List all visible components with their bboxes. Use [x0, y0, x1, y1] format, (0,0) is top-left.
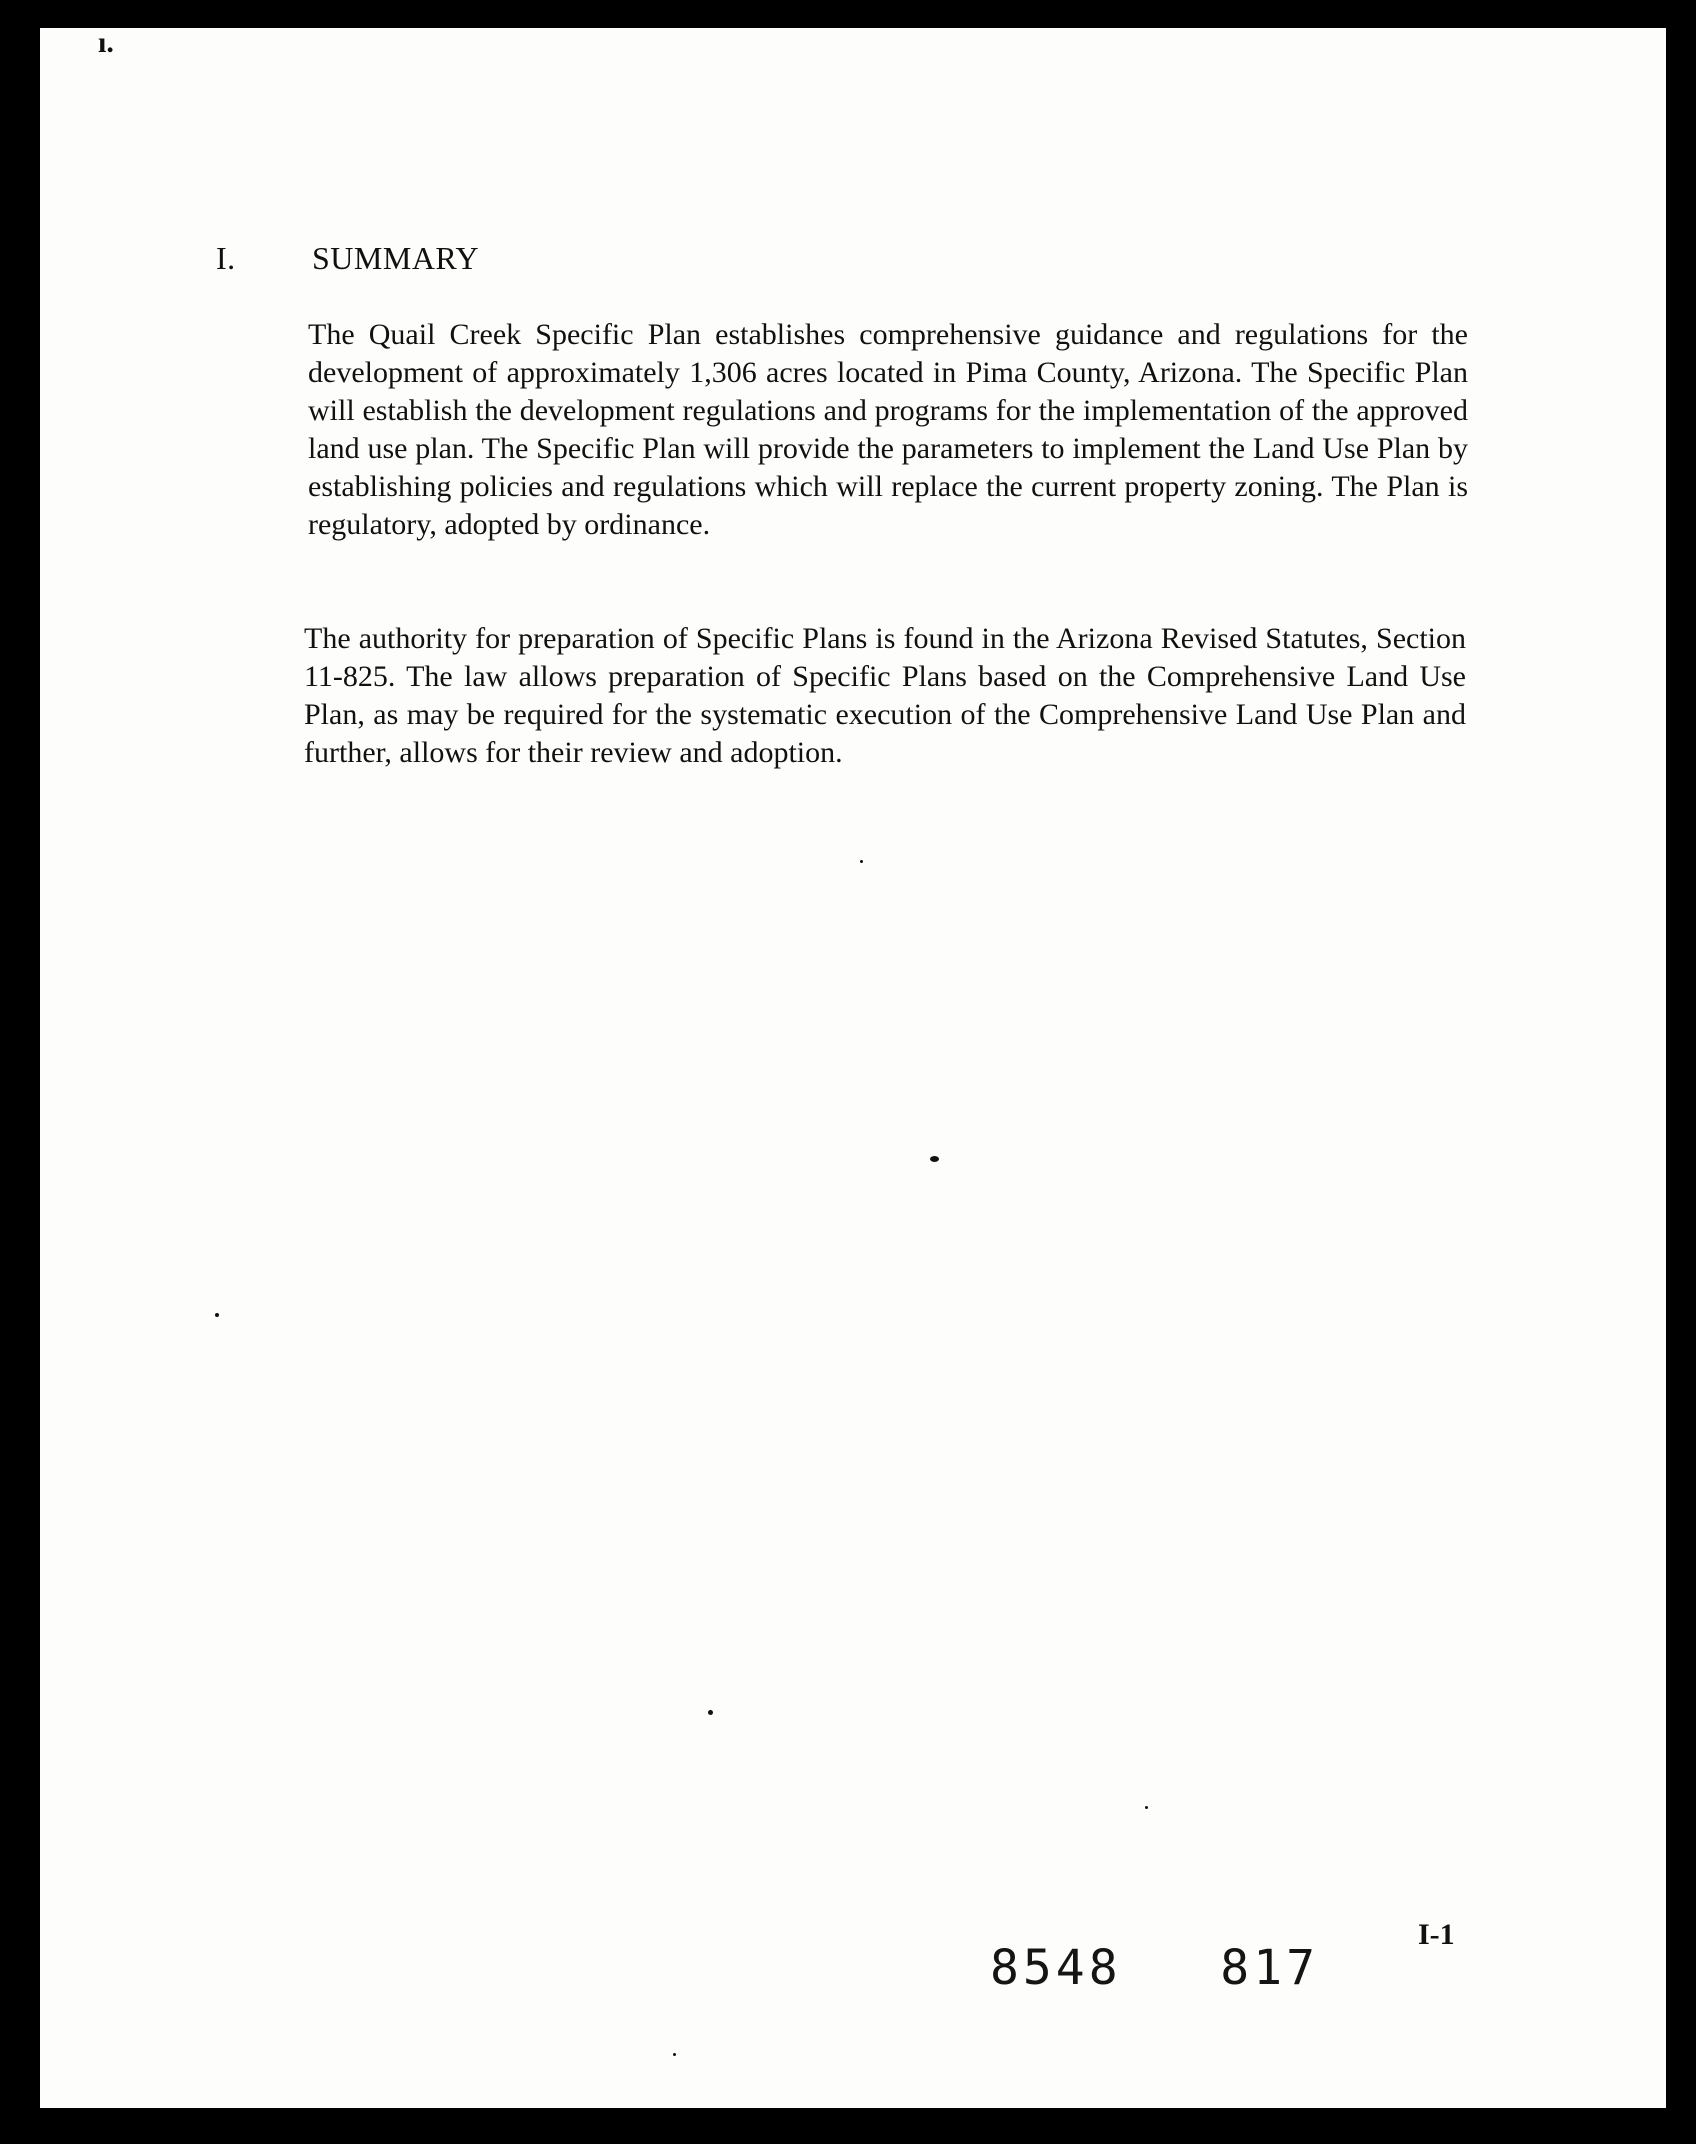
- scan-speck: [708, 1710, 713, 1715]
- scan-speck: [215, 1313, 219, 1317]
- section-number: I.: [216, 240, 236, 276]
- scan-speck: [930, 1156, 939, 1162]
- document-stamp-number: 8548 817: [990, 1940, 1319, 1996]
- summary-paragraph-1: The Quail Creek Specific Plan establishes comprehensive guidance and regulations for the development of approximately 1,306 acres located in Pima County, Arizona. The Specific Plan will establish the development regulations and programs for the implementation of the approved land use plan. The Specific Plan will provide the parameters to implement the Land Use Plan by establishing policies and regulations which will replace the current property zoning. The Plan is regulatory, adopted by ordinance.: [308, 318, 1468, 541]
- scan-speck: [860, 860, 863, 863]
- section-heading: [216, 238, 479, 278]
- summary-paragraph-2: The authority for preparation of Specific Plans is found in the Arizona Revised Statutes, Section 11-825. The law allows preparation of Specific Plans based on the Comprehensive Land Use Plan, as may be required for the systematic execution of the Comprehensive Land Use Plan and further, allows for their review and adoption.: [304, 622, 1466, 769]
- page-number: I-1: [1418, 1918, 1455, 1951]
- scan-speck: [1145, 1806, 1148, 1809]
- scan-speck: [673, 2053, 676, 2056]
- section-title: SUMMARY: [312, 240, 480, 276]
- corner-mark: ı.: [98, 26, 114, 59]
